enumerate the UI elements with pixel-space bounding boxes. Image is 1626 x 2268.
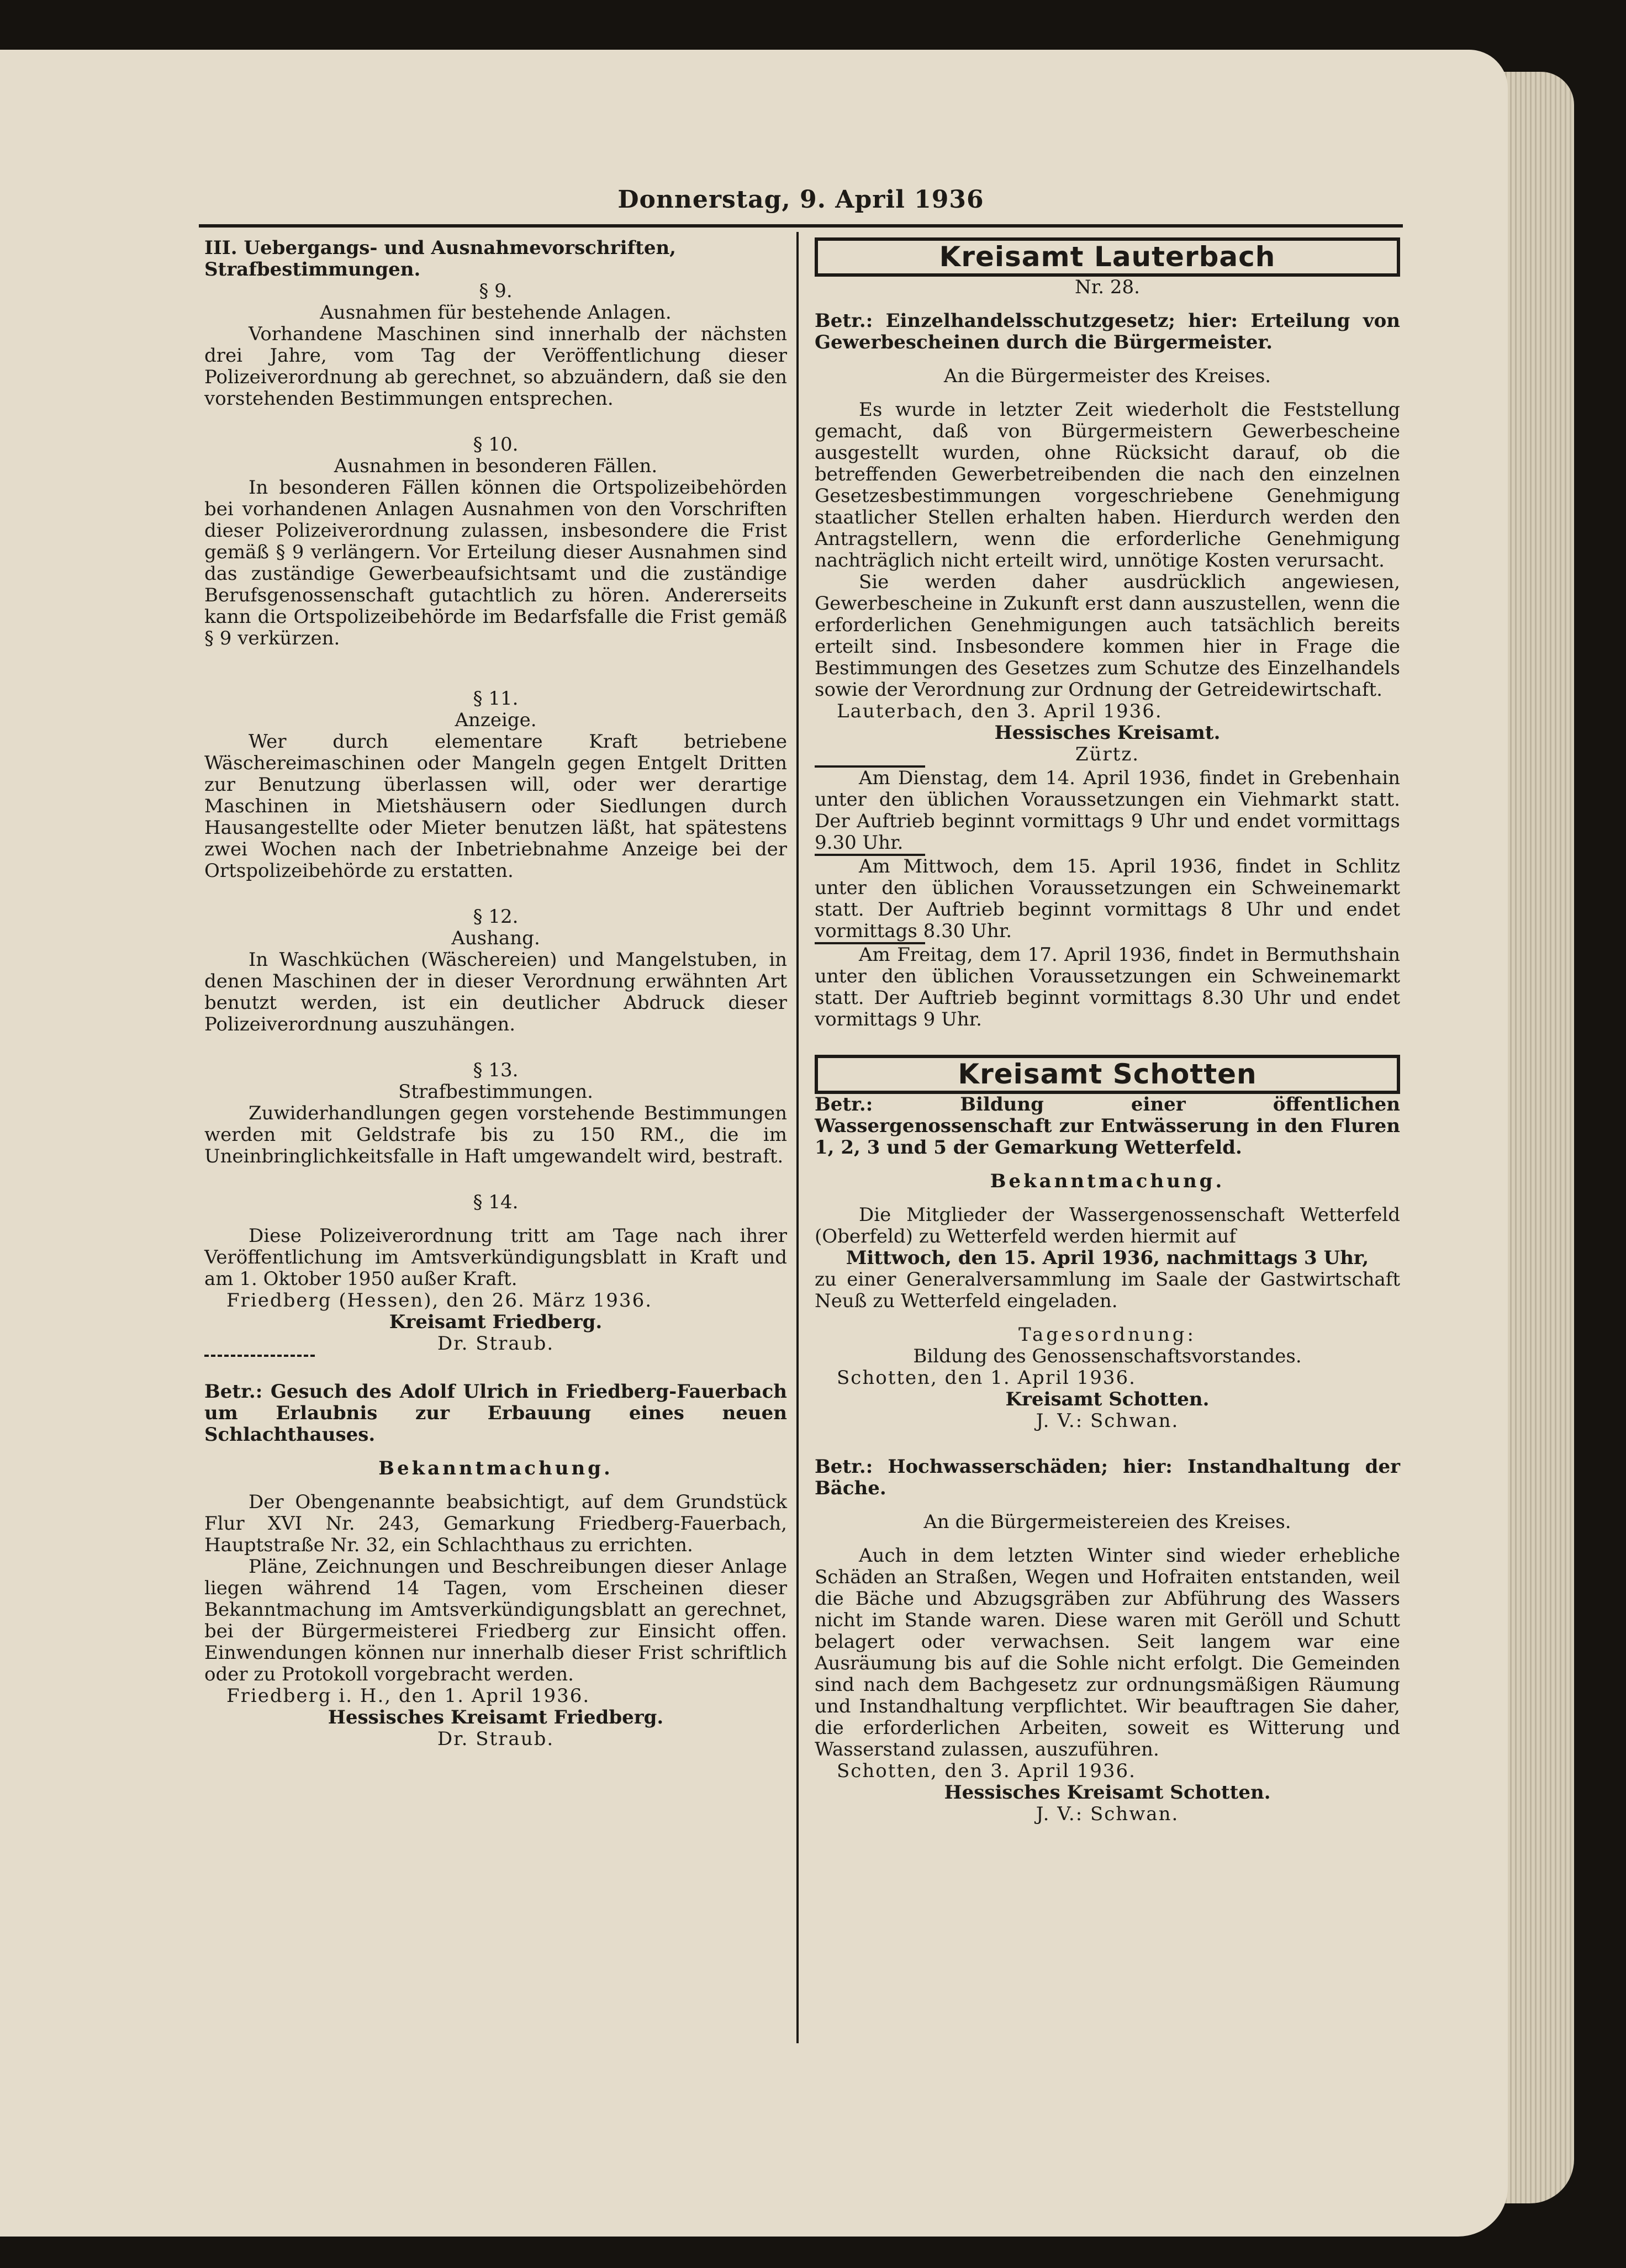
left-column bbox=[204, 237, 787, 1750]
paragraph-text: In besonderen Fällen können die Ortspolizeibehörden bei vorhandenen Anlagen Ausnahmen von den Vorschriften dieser Polizeiverordnung zulassen, insbesondere die Frist gemäß § 9 verlängern. Vor Erteilung dieser Ausnahmen sind das zuständige Gewerbeaufsichtsamt und die zuständige Berufsgenossenschaft gutachtlich zu hören. Andererseits kann die Ortspolizeibehörde im Bedarfsfalle die Frist gemäß § 9 verkürzen. bbox=[204, 477, 787, 649]
office-title-box: Kreisamt Lauterbach bbox=[815, 237, 1400, 277]
signoff-authority: Kreisamt Schotten. bbox=[1005, 1388, 1210, 1410]
paragraph-text: Diese Polizeiverordnung tritt am Tage nach ihrer Veröffentlichung im Amtsverkündigungsblatt in Kraft und am 1. Oktober 1950 außer Kraft. bbox=[204, 1225, 787, 1290]
agenda-label: Tagesordnung: bbox=[1018, 1324, 1197, 1346]
signoff-name: J. V.: Schwan. bbox=[1036, 1803, 1179, 1825]
signoff-place: Friedberg i. H., den 1. April 1936. bbox=[226, 1685, 590, 1707]
notice-heading: Bekanntmachung. bbox=[378, 1457, 613, 1479]
notice-text: Auch in dem letzten Winter sind wieder erhebliche Schäden an Straßen, Wegen und Hofraiten entstanden, weil die Bäche und Abzugsgräben zur Abführung des Wassers nicht im Stande waren. Diese waren mit Geröll und Schutt belagert oder verwachsen. Seit langem war eine Ausräumung bis auf die Sohle nicht erfolgt. Die Gemeinden sind nach dem Bachgesetz zur ordnungsmäßigen Räumung und Instandhaltung verpflichtet. Wir beauftragen Sie daher, die erforderlichen Arbeiten, soweit es Witterung und Wasserstand zulassen, auszuführen. bbox=[815, 1545, 1400, 1761]
notice-subject: Betr.: Gesuch des Adolf Ulrich in Friedberg-Fauerbach um Erlaubnis zur Erbauung eines neuen Schlachthauses. bbox=[204, 1381, 787, 1446]
agenda-item: Bildung des Genossenschaftsvorstandes. bbox=[913, 1345, 1302, 1367]
paragraph-title: Ausnahmen in besonderen Fällen. bbox=[334, 455, 658, 477]
notice-number: Nr. 28. bbox=[1075, 276, 1140, 298]
market-notice: Am Dienstag, dem 14. April 1936, findet in Grebenhain unter den üblichen Voraussetzungen ein Viehmarkt statt. Der Auftrieb beginnt vormittags 9 Uhr und endet vormittags 9.30 Uhr. bbox=[815, 767, 1400, 854]
newspaper-page bbox=[0, 50, 1508, 2237]
paragraph-number: § 9. bbox=[479, 280, 513, 302]
paragraph-text: In Waschküchen (Wäschereien) und Mangelstuben, in denen Maschinen der in dieser Verordnung erwähnten Art benutzt werden, ist ein deutlicher Abdruck dieser Polizeiverordnung auszuhängen. bbox=[204, 949, 787, 1035]
signoff-authority: Hessisches Kreisamt Friedberg. bbox=[328, 1706, 664, 1728]
right-column bbox=[815, 237, 1400, 1825]
signoff-name: Zürtz. bbox=[1075, 743, 1140, 765]
signoff-authority: Hessisches Kreisamt Schotten. bbox=[944, 1781, 1271, 1804]
notice-text: Sie werden daher ausdrücklich angewiesen, Gewerbescheine in Zukunft erst dann auszustellen, wenn die erforderlichen Genehmigungen auch tatsächlich bereits erteilt sind. Insbesondere kommen hier in Frage die Bestimmungen des Gesetzes zum Schutze des Einzelhandels sowie der Verordnung zur Ordnung der Getreidewirtschaft. bbox=[815, 571, 1400, 701]
paragraph-title: Strafbestimmungen. bbox=[398, 1081, 593, 1103]
notice-subject: Betr.: Bildung einer öffentlichen Wassergenossenschaft zur Entwässerung in den Fluren 1, 2, 3 und 5 der Gemarkung Wetterfeld. bbox=[815, 1093, 1400, 1159]
signoff-place: Friedberg (Hessen), den 26. März 1936. bbox=[226, 1289, 653, 1312]
paragraph-number: § 12. bbox=[473, 906, 519, 928]
header-date: Donnerstag, 9. April 1936 bbox=[617, 186, 984, 214]
market-notice: Am Freitag, dem 17. April 1936, findet in Bermuthshain unter den üblichen Voraussetzungen ein Schweinemarkt statt. Der Auftrieb beginnt vormittags 8.30 Uhr und endet vormittags 9 Uhr. bbox=[815, 944, 1400, 1030]
signoff-authority: Hessisches Kreisamt. bbox=[994, 722, 1221, 744]
notice-text: Der Obengenannte beabsichtigt, auf dem Grundstück Flur XVI Nr. 243, Gemarkung Friedberg-Fauerbach, Hauptstraße Nr. 32, ein Schlachthaus zu errichten. bbox=[204, 1491, 787, 1556]
paragraph-number: § 11. bbox=[473, 688, 519, 710]
market-notice: Am Mittwoch, dem 15. April 1936, findet in Schlitz unter den üblichen Voraussetzungen ein Schweinemarkt statt. Der Auftrieb beginnt vormittags 8 Uhr und endet vormittags 8.30 Uhr. bbox=[815, 855, 1400, 942]
signoff-authority: Kreisamt Friedberg. bbox=[389, 1311, 603, 1333]
office-title-box: Kreisamt Schotten bbox=[815, 1055, 1400, 1094]
signoff-place: Schotten, den 3. April 1936. bbox=[837, 1760, 1136, 1782]
notice-address: An die Bürgermeister des Kreises. bbox=[943, 365, 1271, 387]
page-edges bbox=[1497, 72, 1574, 2203]
paragraph-text: Wer durch elementare Kraft betriebene Wäschereimaschinen oder Mangeln gegen Entgelt Dritten zur Benutzung überlassen will, oder wer derartige Maschinen in Mietshäusern oder Siedlungen durch Hausangestellte oder Mieter benutzen läßt, hat spätestens zwei Wochen nach der Inbetriebnahme Anzeige bei der Ortspolizeibehörde zu erstatten. bbox=[204, 731, 787, 882]
notice-address: An die Bürgermeistereien des Kreises. bbox=[923, 1511, 1291, 1533]
meeting-date: Mittwoch, den 15. April 1936, nachmittags 3 Uhr, bbox=[846, 1247, 1369, 1269]
paragraph-text: Zuwiderhandlungen gegen vorstehende Bestimmungen werden mit Geldstrafe bis zu 150 RM., die im Uneinbringlichkeitsfalle in Haft umgewandelt wird, bestraft. bbox=[204, 1102, 787, 1167]
notice-text: zu einer Generalversammlung im Saale der Gastwirtschaft Neuß zu Wetterfeld eingeladen. bbox=[815, 1268, 1400, 1312]
signoff-place: Schotten, den 1. April 1936. bbox=[837, 1367, 1136, 1389]
signoff-name: Dr. Straub. bbox=[437, 1333, 555, 1355]
paragraph-number: § 13. bbox=[473, 1059, 519, 1081]
notice-text: Die Mitglieder der Wassergenossenschaft Wetterfeld (Oberfeld) zu Wetterfeld werden hiermit auf bbox=[815, 1204, 1400, 1247]
paragraph-title: Ausnahmen für bestehende Anlagen. bbox=[320, 302, 672, 324]
column-divider bbox=[796, 232, 799, 2043]
paragraph-title: Aushang. bbox=[451, 927, 540, 949]
signoff-name: J. V.: Schwan. bbox=[1036, 1410, 1179, 1432]
notice-heading: Bekanntmachung. bbox=[990, 1170, 1225, 1192]
notice-subject: Betr.: Hochwasserschäden; hier: Instandhaltung der Bäche. bbox=[815, 1456, 1400, 1499]
section-heading: III. Uebergangs- und Ausnahmevorschriften, Strafbestimmungen. bbox=[204, 237, 677, 281]
notice-text: Pläne, Zeichnungen und Beschreibungen dieser Anlage liegen während 14 Tagen, vom Erscheinen dieser Bekanntmachung im Amtsverkündigungsblatt an gerechnet, bei der Bürgermeisterei Friedberg zur Einsicht offen. Einwendungen können nur innerhalb dieser Frist schriftlich oder zu Protokoll vorgebracht werden. bbox=[204, 1556, 787, 1685]
paragraph-number: § 14. bbox=[473, 1191, 519, 1213]
notice-text: Es wurde in letzter Zeit wiederholt die Feststellung gemacht, daß von Bürgermeistern Gewerbescheine ausgestellt wurden, ohne Rücksicht darauf, ob die betreffenden Gewerbetreibenden die nach den einzelnen Gesetzesbestimmungen vorgeschriebene Genehmigung staatlicher Stellen erhalten haben. Hierdurch werden den Antragstellern, wenn die erforderliche Genehmigung nachträglich nicht erteilt wird, unnötige Kosten verursacht. bbox=[815, 399, 1400, 572]
page-header bbox=[199, 180, 1403, 228]
paragraph-text: Vorhandene Maschinen sind innerhalb der nächsten drei Jahre, vom Tag der Veröffentlichung dieser Polizeiverordnung ab gerechnet, so abzuändern, daß sie den vorstehenden Bestimmungen entsprechen. bbox=[204, 323, 787, 410]
paragraph-number: § 10. bbox=[473, 433, 519, 456]
paragraph-title: Anzeige. bbox=[455, 709, 537, 731]
signoff-name: Dr. Straub. bbox=[437, 1728, 555, 1750]
notice-subject: Betr.: Einzelhandelsschutzgesetz; hier: Erteilung von Gewerbescheinen durch die Bürgermeister. bbox=[815, 310, 1400, 353]
signoff-place: Lauterbach, den 3. April 1936. bbox=[837, 700, 1163, 722]
